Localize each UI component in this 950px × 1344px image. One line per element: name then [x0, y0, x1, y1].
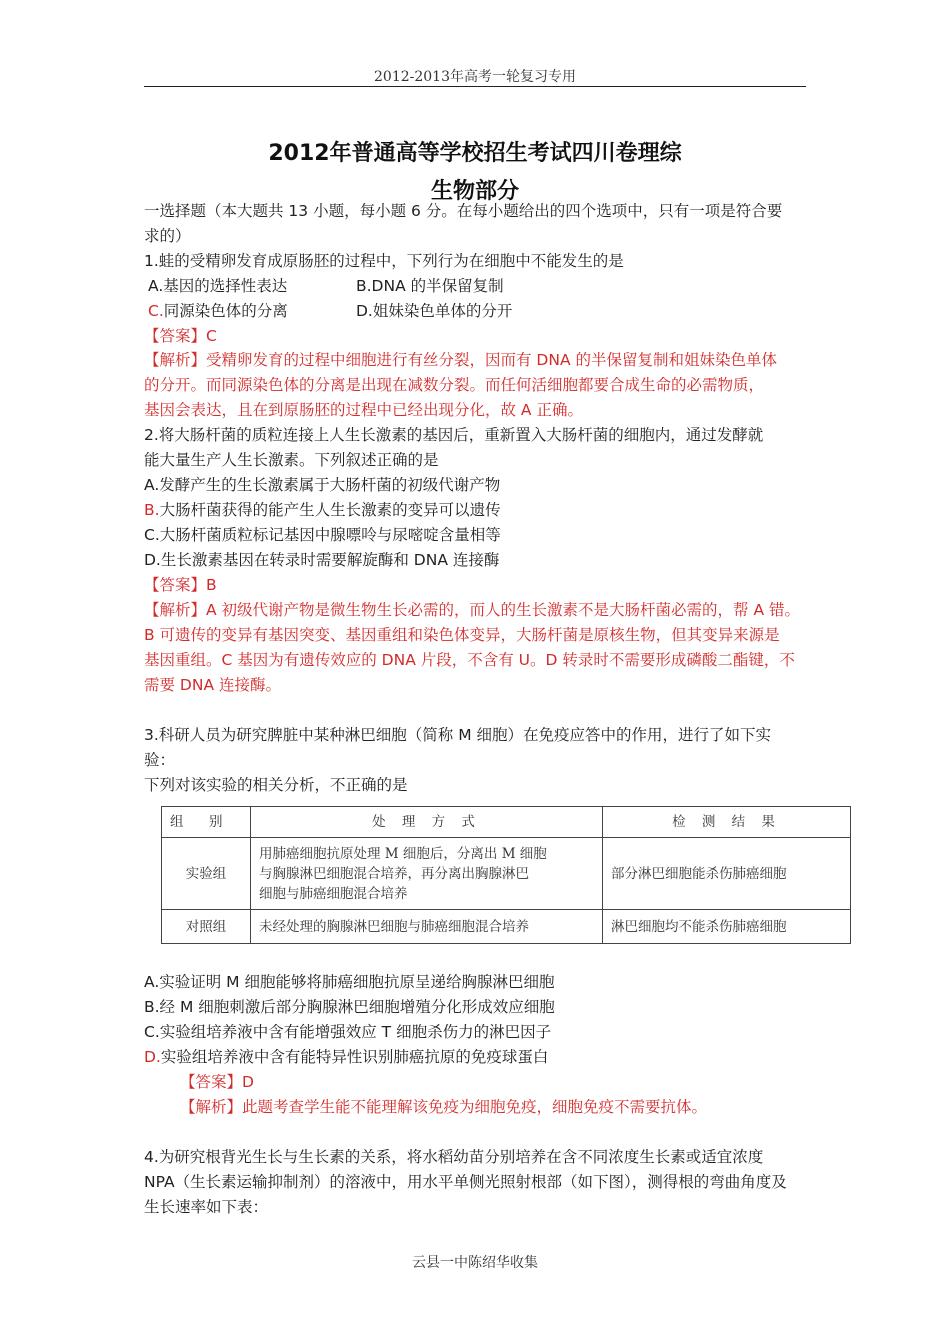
table-header-result: 检 测 结 果 — [603, 807, 851, 838]
q3-option-c: C.实验组培养液中含有能增强效应 T 细胞杀伤力的淋巴因子 — [144, 1023, 552, 1041]
q3-option-d-text: 实验组培养液中含有能特异性识别肺癌抗原的免疫球蛋白 — [160, 1048, 549, 1066]
q1-option-a: A.基因的选择性表达 — [148, 277, 288, 295]
table-header-method: 处 理 方 式 — [251, 807, 603, 838]
q1-option-b: B.DNA 的半保留复制 — [356, 277, 504, 295]
intro-line-1: 一选择题（本大题共 13 小题，每小题 6 分。在每小题给出的四个选项中，只有一项是符合要 — [144, 202, 783, 220]
q2-option-b-text: 大肠杆菌获得的能产生人生长激素的变异可以遗传 — [159, 501, 501, 519]
table-row — [162, 910, 851, 944]
q3-stem-2: 验： — [144, 751, 176, 769]
q3-option-b: B.经 M 细胞刺激后部分胸腺淋巴细胞增殖分化形成效应细胞 — [144, 998, 555, 1016]
q3-option-a: A.实验证明 M 细胞能够将肺癌细胞抗原呈递给胸腺淋巴细胞 — [144, 973, 555, 991]
q1-stem: 1.蛙的受精卵发育成原肠胚的过程中，下列行为在细胞中不能发生的是 — [144, 252, 624, 270]
header-rule — [144, 86, 806, 87]
experiment-table — [161, 806, 851, 944]
q3-option-d-letter: D. — [144, 1048, 161, 1066]
q1-explanation-1: 【解析】受精卵发育的过程中细胞进行有丝分裂，因而有 DNA 的半保留复制和姐妹染色单体 — [144, 351, 777, 369]
table-row — [162, 838, 851, 910]
q2-option-d: D.生长激素基因在转录时需要解旋酶和 DNA 连接酶 — [144, 551, 500, 569]
row1-result: 部分淋巴细胞能杀伤肺癌细胞 — [603, 838, 851, 910]
q2-option-c: C.大肠杆菌质粒标记基因中腺嘌呤与尿嘧啶含量相等 — [144, 526, 501, 544]
q2-explanation-3: 基因重组。C 基因为有遗传效应的 DNA 片段，不含有 U。D 转录时不需要形成磷酸二酯键，不 — [144, 651, 795, 669]
q3-explanation: 【解析】此题考查学生能不能理解该免疫为细胞免疫，细胞免疫不需要抗体。 — [180, 1098, 708, 1116]
row1-method — [251, 838, 603, 910]
q2-explanation-1: 【解析】A 初级代谢产物是微生物生长必需的，而人的生长激素不是大肠杆菌必需的，帮 A 错。 — [144, 601, 800, 619]
intro-line-2: 求的） — [144, 227, 191, 245]
table-header-group: 组 别 — [162, 807, 251, 838]
row1-method-line-3: 细胞与肺癌细胞混合培养 — [259, 885, 408, 902]
row2-result: 淋巴细胞均不能杀伤肺癌细胞 — [603, 910, 851, 944]
q2-option-a: A.发酵产生的生长激素属于大肠杆菌的初级代谢产物 — [144, 476, 501, 494]
row1-method-line-1: 用肺癌细胞抗原处理 M 细胞后，分离出 M 细胞 — [259, 845, 547, 862]
table-header-row — [162, 807, 851, 838]
q4-stem-3: 生长速率如下表： — [144, 1198, 269, 1216]
row1-method-line-2: 与胸腺淋巴细胞混合培养，再分离出胸腺淋巴 — [259, 865, 529, 882]
q1-option-c-letter: C. — [148, 302, 164, 320]
q2-stem-2: 能大量生产人生长激素。下列叙述正确的是 — [144, 451, 439, 469]
q2-answer: 【答案】B — [144, 576, 217, 594]
doc-title: 2012年普通高等学校招生考试四川卷理综 — [268, 141, 682, 166]
q2-stem-1: 2.将大肠杆菌的质粒连接上人生长激素的基因后，重新置入大肠杆菌的细胞内，通过发酵就 — [144, 426, 764, 444]
q1-answer: 【答案】C — [144, 327, 217, 345]
page-footer: 云县一中陈绍华收集 — [412, 1255, 538, 1271]
q2-explanation-4: 需要 DNA 连接酶。 — [144, 676, 281, 694]
q2-option-b-letter: B. — [144, 501, 160, 519]
q2-explanation-2: B 可遗传的变异有基因突变、基因重组和染色体变异，大肠杆菌是原核生物，但其变异来源是 — [144, 626, 780, 644]
doc-subtitle: 生物部分 — [430, 179, 519, 204]
page-header: 2012-2013年高考一轮复习专用 — [374, 69, 576, 85]
q1-explanation-2: 的分开。而同源染色体的分离是出现在减数分裂。而任何活细胞都要合成生命的必需物质， — [144, 376, 765, 394]
q3-answer: 【答案】D — [180, 1073, 254, 1091]
q3-stem-3: 下列对该实验的相关分析，不正确的是 — [144, 776, 408, 794]
q4-stem-1: 4.为研究根背光生长与生长素的关系，将水稻幼苗分别培养在含不同浓度生长素或适宜浓度 — [144, 1148, 764, 1166]
q4-stem-2: NPA（生长素运输抑制剂）的溶液中，用水平单侧光照射根部（如下图），测得根的弯曲角度及 — [144, 1173, 787, 1191]
q3-option-d — [144, 1047, 548, 1067]
q1-option-c-text: 同源染色体的分离 — [163, 302, 288, 320]
q3-stem-1: 3.科研人员为研究脾脏中某种淋巴细胞（简称 M 细胞）在免疫应答中的作用，进行了如下实 — [144, 726, 772, 744]
row1-group: 实验组 — [162, 838, 251, 910]
q1-explanation-3: 基因会表达，且在到原肠胚的过程中已经出现分化，故 A 正确。 — [144, 401, 583, 419]
row2-group: 对照组 — [162, 910, 251, 944]
q1-option-c — [148, 301, 288, 321]
row2-method: 未经处理的胸腺淋巴细胞与肺癌细胞混合培养 — [251, 910, 603, 944]
q2-option-b — [144, 500, 501, 520]
q1-option-d: D.姐妹染色单体的分开 — [356, 302, 513, 320]
